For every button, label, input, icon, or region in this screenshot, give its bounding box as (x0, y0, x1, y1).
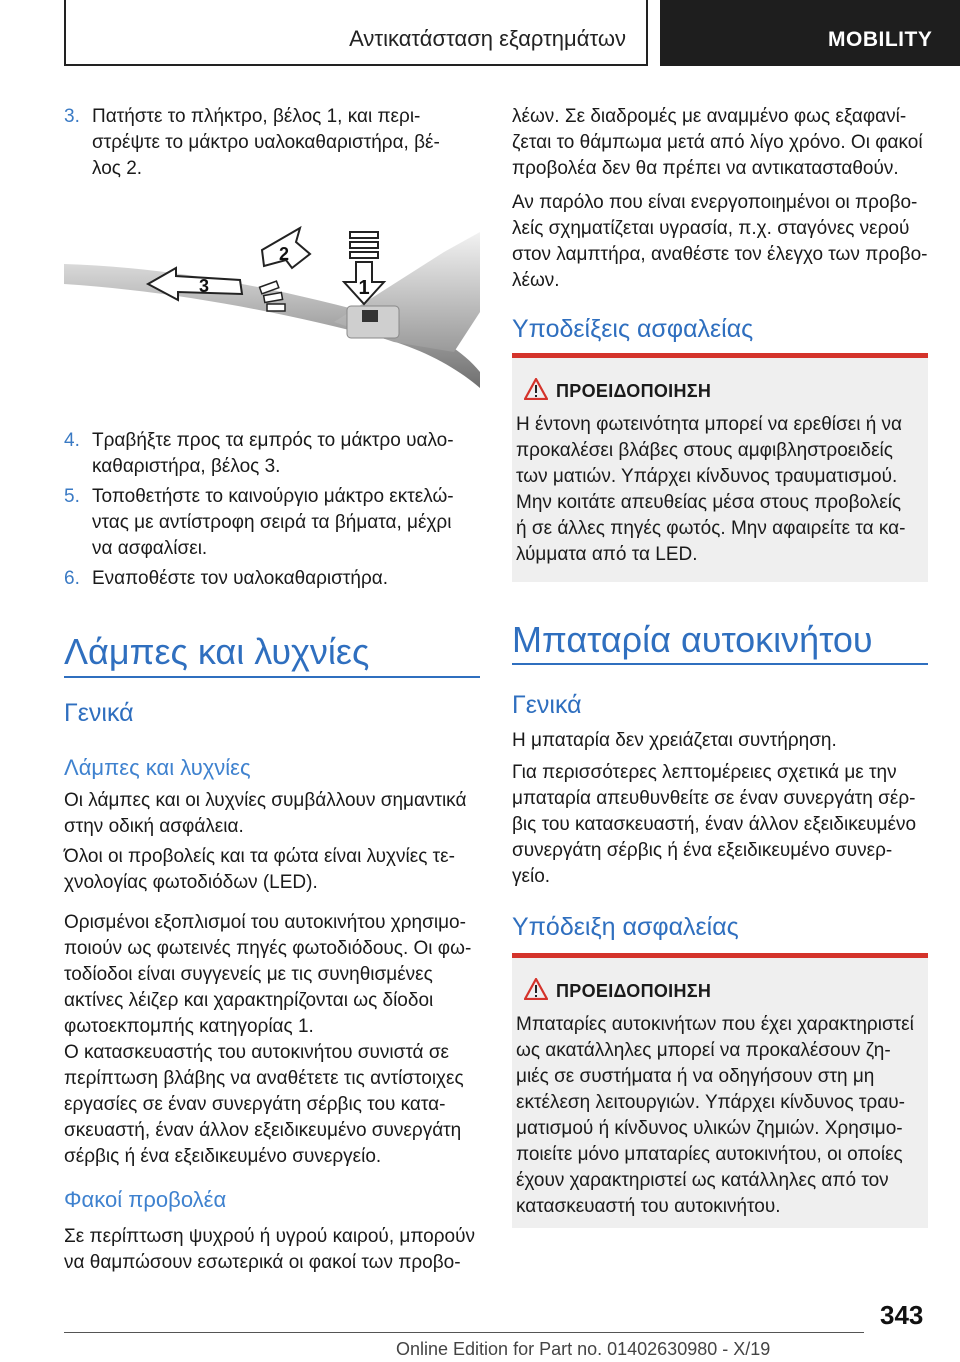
text-line: λείς σχηματίζεται υγρασία, π.χ. σταγόνες νερού (512, 218, 910, 239)
step-line: ντας με αντίστροφη σειρά τα βήματα, μέχρι (92, 512, 452, 533)
arrow-3-label: 3 (198, 276, 210, 296)
text-line: γείο. (512, 866, 551, 887)
text-line: έχουν χαρακτηριστεί ως κατάλληλες από τον (516, 1170, 889, 1191)
step-text (92, 566, 480, 592)
heading-general-battery: Γενικά (512, 691, 582, 719)
step-number: 3. (64, 106, 80, 127)
text-line: μιές σε συστήματα ή να οδηγήσουν στη μη (516, 1066, 875, 1087)
step-number: 5. (64, 486, 80, 507)
text-line: μπαταρία απευθυνθείτε σε έναν συνεργάτη σέρ- (512, 788, 916, 809)
step-line: Εναποθέστε τον υαλοκαθαριστήρα. (92, 568, 389, 589)
text-line: περίπτωση βλάβης να αναθέτετε τις αντίστοιχες (64, 1068, 464, 1089)
heading-safety-notes: Υποδείξεις ασφαλείας (512, 315, 754, 343)
step-text (92, 104, 480, 182)
page-number: 343 (880, 1300, 924, 1330)
text-line: εργασίες σε έναν συνεργάτη σέρβις του κατα- (64, 1094, 446, 1115)
text-line: ποιούν ως φωτεινές πηγές φωτοδιόδους. Οι φω- (64, 938, 472, 959)
subheading-lamps: Λάμπες και λυχνίες (64, 755, 251, 780)
footer-edition: Online Edition for Part no. 01402630980 - X/19 (396, 1339, 771, 1359)
text-line: λέων. Σε διαδρομές με αναμμένο φως εξαφανί- (512, 106, 907, 127)
text-line: τοδίοδοι είναι συγγενείς με τις συνηθισμένες (64, 964, 433, 985)
text-line: φωτοεκπομπής κατηγορίας 1. (64, 1016, 314, 1037)
text-line: λέων. (512, 270, 560, 291)
text-line: Αν παρόλο που είναι ενεργοποιημένοι οι προβο- (512, 192, 918, 213)
step-line: καθαριστήρα, βέλος 3. (92, 456, 281, 477)
footer-rule (64, 1332, 864, 1333)
text-line: Η μπαταρία δεν χρειάζεται συντήρηση. (512, 730, 837, 751)
text-line: Μπαταρίες αυτοκινήτων που έχει χαρακτηριστεί (516, 1014, 914, 1035)
warning-triangle-icon (524, 978, 548, 1000)
arrow-2-label: 2 (278, 244, 290, 264)
text-line: προκαλέσει βλάβες στους αμφιβληστροειδείς (516, 440, 893, 461)
text-line: ζεται το θάμπωμα μετά από λίγο χρόνο. Οι φακοί (512, 132, 923, 153)
text-line: συνεργάτη σέρβις ή ένα εξειδικευμένο συνερ- (512, 840, 893, 861)
heading-general-lamps: Γενικά (64, 699, 134, 727)
subheading-headlight-lenses: Φακοί προβολέα (64, 1187, 227, 1212)
text-line: Ο κατασκευαστής του αυτοκινήτου συνιστά σε (64, 1042, 450, 1063)
step-number: 6. (64, 568, 80, 589)
text-line: σέρβις ή ένα εξειδικευμένο συνεργείο. (64, 1146, 382, 1167)
step-line: Πατήστε το πλήκτρο, βέλος 1, και περι- (92, 106, 421, 127)
text-line: ματισμού ή κίνδυνος υλικών ζημιών. Χρησιμο- (516, 1118, 903, 1139)
paragraph (64, 788, 480, 840)
text-line: στην οδική ασφάλεια. (64, 816, 244, 837)
arrow-1-label: 1 (358, 277, 370, 299)
warning-triangle-icon (524, 378, 548, 400)
heading-vehicle-battery: Μπαταρία αυτοκινήτου (512, 619, 873, 660)
header-chapter-title: MOBILITY (828, 28, 933, 51)
release-button (362, 310, 378, 322)
warning-text (516, 1012, 924, 1220)
text-line: λύμματα από τα LED. (516, 544, 698, 565)
paragraph (64, 844, 480, 896)
warning-box-battery (512, 958, 928, 1228)
text-line: ακτίνες λέιζερ και χαρακτηρίζονται ως δίοδοι (64, 990, 434, 1011)
text-line: ποιείτε μόνο μπαταρίες αυτοκινήτου, οι οποίες (516, 1144, 903, 1165)
text-line: κατασκευαστή του αυτοκινήτου. (516, 1196, 781, 1217)
heading-safety-note: Υπόδειξη ασφαλείας (512, 913, 739, 941)
step-line: Τραβήξτε προς τα εμπρός το μάκτρο υαλο- (92, 430, 454, 451)
text-line: εκτέλεση λειτουργιών. Υπάρχει κίνδυνος τραυ- (516, 1092, 905, 1113)
paragraph (64, 910, 480, 1040)
paragraph (64, 1040, 480, 1170)
warning-title: ΠΡΟΕΙΔΟΠΟΙΗΣΗ (556, 981, 712, 1001)
heading-lamps: Λάμπες και λυχνίες (64, 631, 370, 672)
step-number: 4. (64, 430, 80, 451)
warning-text (516, 412, 924, 568)
step-line: στρέψτε το μάκτρο υαλοκαθαριστήρα, βέ- (92, 132, 440, 153)
text-line: Σε περίπτωση ψυχρού ή υγρού καιρού, μπορούν (64, 1226, 476, 1247)
text-line: ή σε άλλες πηγές φωτός. Μην αφαιρείτε τα κα- (516, 518, 906, 539)
text-line: βις του κατασκευαστή, έναν άλλον εξειδικευμένο (512, 814, 917, 835)
text-line: χνολογίας φωτοδιόδων (LED). (64, 872, 318, 893)
paragraph (512, 104, 928, 182)
heading-rule (64, 676, 480, 678)
text-line: προβολέα δεν θα πρέπει να αντικατασταθούν. (512, 158, 899, 179)
heading-rule (512, 663, 928, 665)
header-section-tab (64, 0, 648, 66)
step-text (92, 428, 480, 480)
text-line: Για περισσότερες λεπτομέρειες σχετικά με την (512, 762, 897, 783)
text-line: Όλοι οι προβολείς και τα φώτα είναι λυχνίες τε- (64, 846, 455, 867)
step-line: λος 2. (92, 158, 143, 179)
header-chapter-tab (660, 0, 960, 66)
paragraph (512, 728, 928, 754)
warning-title: ΠΡΟΕΙΔΟΠΟΙΗΣΗ (556, 381, 712, 401)
header-section-title: Αντικατάσταση εξαρτημάτων (349, 26, 626, 51)
text-line: ως ακατάλληλες μπορεί να προκαλέσουν ζη- (516, 1040, 891, 1061)
wiper-blade-illustration (64, 202, 480, 392)
text-line: Η έντονη φωτεινότητα μπορεί να ερεθίσει ή να (516, 414, 903, 435)
step-text (92, 484, 480, 562)
text-line: των ματιών. Υπάρχει κίνδυνος τραυματισμού. (516, 466, 898, 487)
text-line: σκευαστή, έναν άλλον εξειδικευμένο συνεργάτη (64, 1120, 462, 1141)
warning-box-lamps (512, 358, 928, 582)
text-line: στον λαμπτήρα, αναθέστε τον έλεγχο των προβο- (512, 244, 928, 265)
step-line: Τοποθετήστε το καινούργιο μάκτρο εκτελώ- (92, 486, 454, 507)
paragraph (64, 1224, 480, 1276)
text-line: Οι λάμπες και οι λυχνίες συμβάλλουν σημαντικά (64, 790, 467, 811)
text-line: Μην κοιτάτε απευθείας μέσα στους προβολείς (516, 492, 902, 513)
paragraph (512, 760, 928, 890)
text-line: Ορισμένοι εξοπλισμοί του αυτοκινήτου χρησιμο- (64, 912, 466, 933)
text-line: να θαμπώσουν εσωτερικά οι φακοί των προβο- (64, 1252, 461, 1273)
step-line: να ασφαλίσει. (92, 538, 208, 559)
paragraph (512, 190, 928, 294)
